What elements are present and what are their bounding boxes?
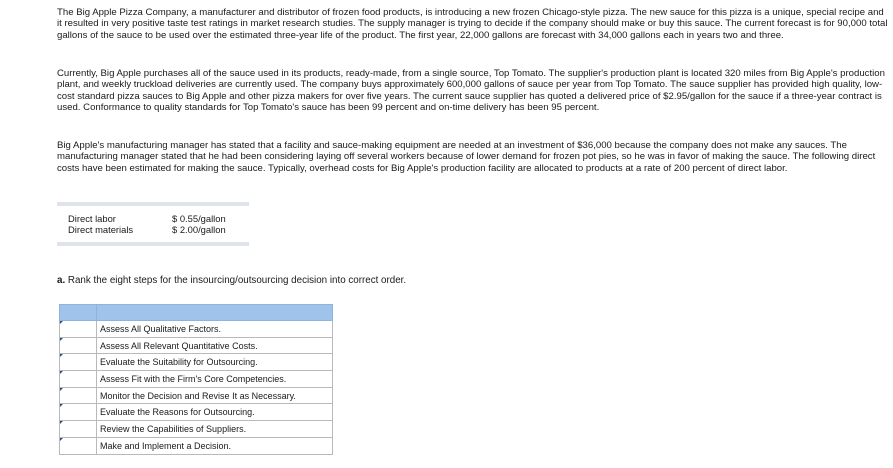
step-label: Monitor the Decision and Revise It as Necessary.	[97, 387, 333, 404]
cost-label: Direct labor	[68, 213, 116, 224]
paragraph-supplier: Currently, Big Apple purchases all of the sauce used in its products, ready-made, from a single source, Top Tomato. The supplier's production plant is located 320 miles from Big Apple's production plant, and weekly truckload deliveries are currently used. The company buys approximately 600,000 gallons of sauce per year from Top Tomato. The sauce supplier has provided high quality, low-cost standard pizza sauces to Big Apple and other pizza makers for over five years. The current sauce supplier has quoted a delivered price of $2.95/gallon for the sauce if a three-year contract is used. Conformance to quality standards for Top Tomato's sauce has been 99 percent and on-time delivery has been 95 percent.	[57, 68, 885, 113]
step-label: Make and Implement a Decision.	[97, 437, 333, 454]
cost-label: Direct materials	[68, 224, 134, 236]
ranking-row	[60, 387, 333, 404]
ranking-row	[60, 437, 333, 454]
step-label: Evaluate the Suitability for Outsourcing.	[97, 354, 333, 371]
question-text: Rank the eight steps for the insourcing/outsourcing decision into correct order.	[67, 275, 407, 286]
rank-input-cell[interactable]	[60, 321, 97, 338]
step-label: Assess All Relevant Quantitative Costs.	[97, 337, 333, 354]
step-label: Assess Fit with the Firm's Core Competencies.	[97, 371, 333, 388]
ranking-table	[59, 304, 333, 455]
cost-row-direct-materials	[57, 224, 249, 235]
step-label: Review the Capabilities of Suppliers.	[97, 421, 333, 438]
rank-input-cell[interactable]	[60, 354, 97, 371]
ranking-row	[60, 421, 333, 438]
rank-input-cell[interactable]	[60, 437, 97, 454]
cost-value: $ 0.55/gallon	[172, 213, 226, 224]
rank-input-cell[interactable]	[60, 421, 97, 438]
rank-header-cell	[60, 305, 97, 321]
question-prompt	[57, 275, 406, 286]
rank-input-cell[interactable]	[60, 371, 97, 388]
ranking-row	[60, 354, 333, 371]
paragraph-intro: The Big Apple Pizza Company, a manufacturer and distributor of frozen food products, is introducing a new frozen Chicago-style pizza. The new sauce for this pizza is a unique, special recipe and it resulted in very positive taste test ratings in market research studies. The supply manager is trying to decide if the company should make or buy this sauce. The current forecast is for 90,000 total gallons of the sauce to be used over the estimated three-year life of the product. The first year, 22,000 gallons are forecast with 34,000 gallons each in years two and three.	[57, 7, 888, 41]
step-label: Assess All Qualitative Factors.	[97, 321, 333, 338]
direct-cost-table	[57, 202, 249, 246]
cost-value: $ 2.00/gallon	[172, 224, 226, 236]
ranking-row	[60, 337, 333, 354]
step-header-cell	[97, 305, 333, 321]
question-letter: a.	[57, 275, 66, 286]
rank-input-cell[interactable]	[60, 337, 97, 354]
paragraph-manufacturing: Big Apple's manufacturing manager has stated that a facility and sauce-making equipment are needed at an investment of $36,000 because the company does not make any sauces. The manufacturing manager stated that he had been considering laying off several workers because of lower demand for frozen pot pies, so he was in favor of making the sauce. The following direct costs have been estimated for making the sauce. Typically, overhead costs for Big Apple's production facility are allocated to products at a rate of 200 percent of direct labor.	[57, 140, 876, 174]
cost-row-direct-labor	[57, 213, 249, 224]
ranking-header-row	[60, 305, 333, 321]
ranking-row	[60, 371, 333, 388]
ranking-row	[60, 321, 333, 338]
ranking-row	[60, 404, 333, 421]
step-label: Evaluate the Reasons for Outsourcing.	[97, 404, 333, 421]
rank-input-cell[interactable]	[60, 404, 97, 421]
rank-input-cell[interactable]	[60, 387, 97, 404]
